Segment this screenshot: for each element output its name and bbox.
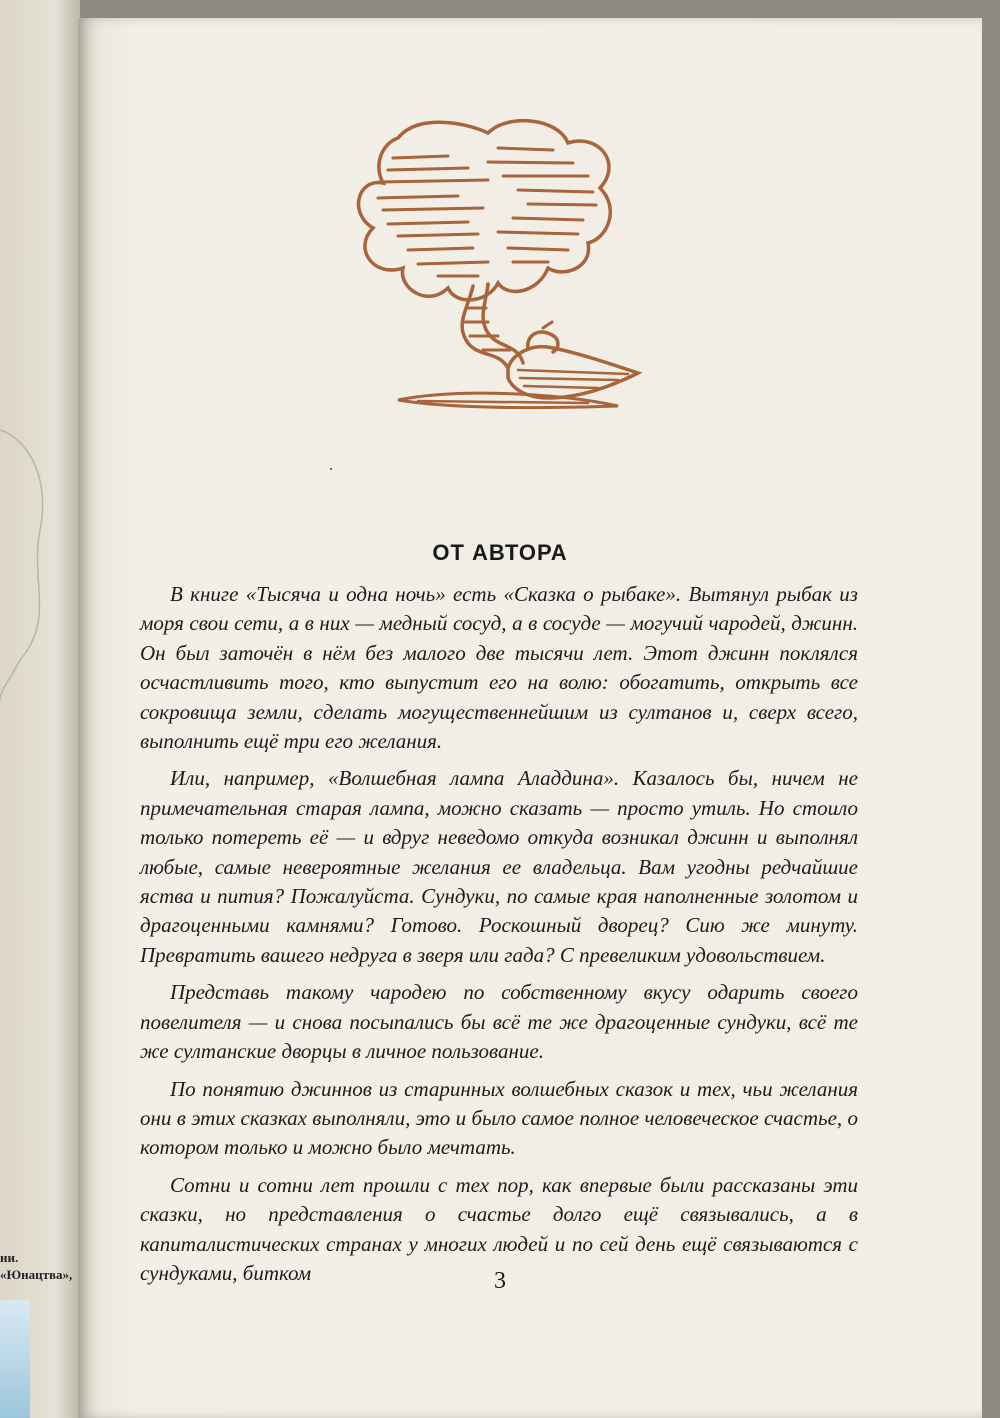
page-number: 3: [494, 1268, 506, 1294]
left-page-fragment: «Юнацтва»,: [0, 1267, 73, 1282]
paragraph: По понятию джиннов из старинных волшебных сказок и тех, чьи желания они в этих сказках выполняли, это и было самое полное человеческое счастье, о котором только и можно было мечтать.: [140, 1076, 858, 1160]
article-body: [140, 580, 858, 1296]
pencil-sketch-icon: [0, 420, 60, 720]
paragraph: Сотни и сотни лет прошли с тех пор, как впервые были рассказаны эти сказки, но представления о счастье долго ещё связывались, а в капиталистических странах у многих людей и по сей день ещё связываются с сундуками, битком: [140, 1172, 858, 1285]
left-page: [0, 0, 80, 1418]
paragraph: Представь такому чародею по собственному вкусу одарить своего повелителя — и снова посыпались бы всё те же драгоценные сундуки, всё те же султанские дворцы в личное пользование.: [140, 980, 858, 1064]
paper-speck: [330, 468, 332, 470]
page-title: ОТ АВТОРА: [432, 540, 568, 565]
paragraph: Или, например, «Волшебная лампа Аладдина». Казалось бы, ничем не примечательная старая лампа, можно сказать — просто утиль. Но стоило только потереть её — и вдруг неведомо откуда возникал джинн и выполнял любые, самые невероятные желания ее владельца. Вам угодны редчайшие яства и пития? Пожалуйста. Сундуки, по самые края наполненные золотом и драгоценными камнями? Готово. Роскошный дворец? Сию же минуту. Превратить вашего недруга в зверя или гада? С превеликим удовольствием.: [140, 766, 858, 967]
cover-edge: [0, 1300, 30, 1418]
left-page-fragment: ни.: [0, 1250, 19, 1265]
genie-lamp-smoke-icon: [338, 108, 658, 418]
paragraph: В книге «Тысяча и одна ночь» есть «Сказка о рыбаке». Вытянул рыбак из моря свои сети, а в них — медный сосуд, а в сосуде — могучий чародей, джинн. Он был заточён в нём без малого две тысячи лет. Этот джинн поклялся осчастливить того, кто выпустит его на волю: обогатить, открыть все сокровища земли, сделать могущественнейшим из султанов и, сверх всего, выполнить ещё три его желания.: [140, 582, 858, 754]
